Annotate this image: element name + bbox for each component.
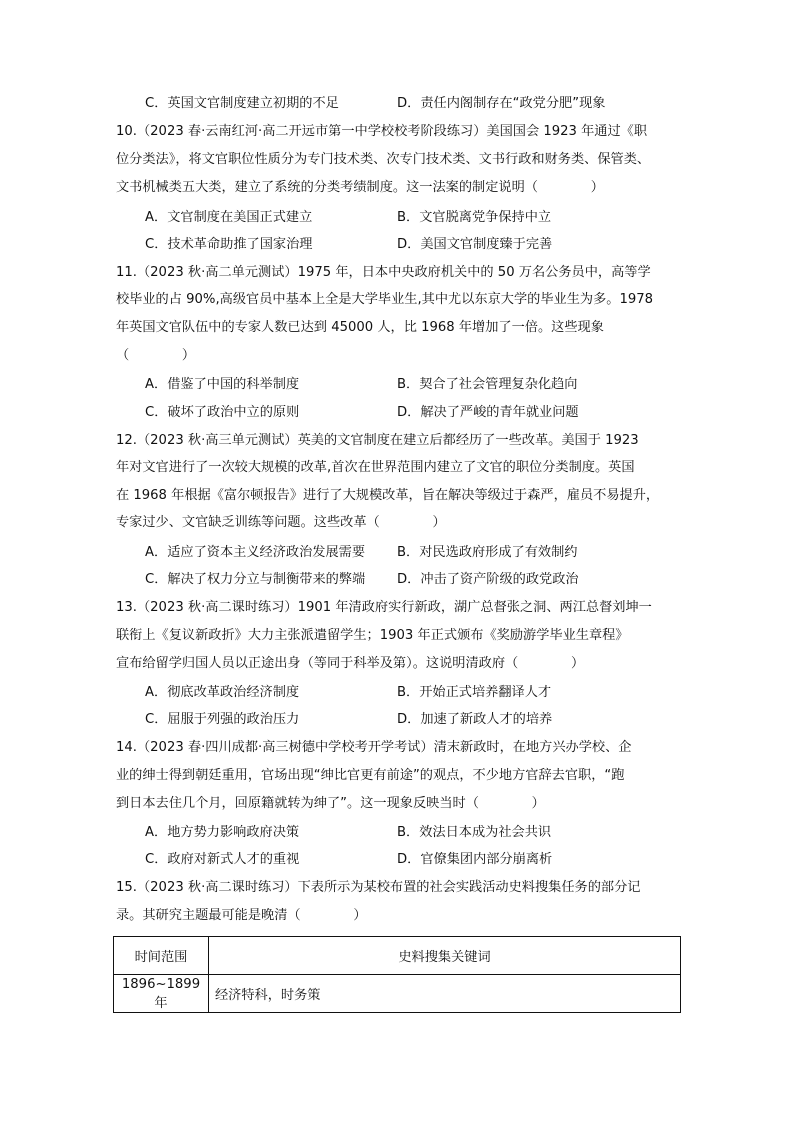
q13-stem-line3: 宣布给留学归国人员以正途出身（等同于科举及第）。这说明清政府（ ） [116,656,585,671]
q10-option-a: A．文官制度在美国正式建立 [145,210,313,225]
q14-stem-line1: 14.（2023 春·四川成都·高三树德中学校考开学考试）清末新政时，在地方兴办学校、企 [116,740,632,755]
q14-stem-line3: 到日本去住几个月，回原籍就转为绅了”。这一现象反映当时（ ） [116,796,545,811]
q15-stem-line1: 15.（2023 秋·高二课时练习）下表所示为某校布置的社会实践活动史料搜集任务的部分记 [116,880,641,895]
q12-option-a: A．适应了资本主义经济政治发展需要 [145,545,366,560]
q11-stem-line1: 11.（2023 秋·高二单元测试）1975 年，日本中央政府机关中的 50 万名公务员中，高等学 [116,265,651,280]
table-row [114,975,681,1013]
table-header-row [114,937,681,975]
q13-option-a: A．彻底改革政治经济制度 [145,685,300,700]
q10-stem-line1: 10.（2023 春·云南红河·高二开远市第一中学校校考阶段练习）美国国会 1923 年通过《职 [116,124,648,139]
q12-option-c: C．解决了权力分立与制衡带来的弊端 [145,572,366,587]
q10-stem-line3: 文书机械类五大类，建立了系统的分类考绩制度。这一法案的制定说明（ ） [116,180,604,195]
q13-stem-line2: 联衔上《复议新政折》大力主张派遣留学生；1903 年正式颁布《奖励游学毕业生章程》 [116,628,629,643]
q14-option-d: D．官僚集团内部分崩离析 [397,852,553,867]
q13-option-b: B．开始正式培养翻译人才 [397,685,552,700]
q10-option-d: D．美国文官制度臻于完善 [397,237,553,252]
q10-option-b: B．文官脱离党争保持中立 [397,210,552,225]
q13-option-c: C．屈服于列强的政治压力 [145,712,300,727]
q10-stem-line2: 位分类法》，将文官职位性质分为专门技术类、次专门技术类、文书行政和财务类、保管类、 [116,152,651,167]
q15-stem-line2: 录。其研究主题最可能是晚清（ ） [116,908,367,923]
q12-option-b: B．对民选政府形成了有效制约 [397,545,578,560]
q14-option-b: B．效法日本成为社会共识 [397,825,552,840]
table-cell: 1896~1899 年 [114,975,209,1013]
q12-option-d: D．冲击了资产阶级的政党政治 [397,572,579,587]
q9-option-c: C．英国文官制度建立初期的不足 [145,96,339,111]
table-header-cell: 史料搜集关键词 [209,937,681,975]
q12-stem-line3: 在 1968 年根据《富尔顿报告》进行了大规模改革，旨在解决等级过于森严，雇员不易提升， [116,488,660,503]
q11-stem-line2: 校毕业的占 90%,高级官员中基本上全是大学毕业生,其中尤以东京大学的毕业生为多。1978 [116,292,654,307]
table-header-cell: 时间范围 [114,937,209,975]
table-cell: 经济特科，时务策 [209,975,681,1013]
q12-stem-line2: 年对文官进行了一次较大规模的改革,首次在世界范围内建立了文官的职位分类制度。英国 [116,460,635,475]
q11-option-a: A．借鉴了中国的科举制度 [145,377,300,392]
q9-option-d: D．责任内阁制存在“政党分肥”现象 [397,96,606,111]
q11-stem-line3: 年英国文官队伍中的专家人数已达到 45000 人，比 1968 年增加了一倍。这些现象 [116,320,604,335]
q15-table [113,936,681,1013]
q11-stem-line4: （ ） [116,348,196,363]
q12-stem-line4: 专家过少、文官缺乏训练等问题。这些改革（ ） [116,515,446,530]
q11-option-d: D．解决了严峻的青年就业问题 [397,405,579,420]
q11-option-b: B．契合了社会管理复杂化趋向 [397,377,578,392]
q12-stem-line1: 12.（2023 秋·高三单元测试）英美的文官制度在建立后都经历了一些改革。美国于 1923 [116,433,639,448]
q11-option-c: C．破坏了政治中立的原则 [145,405,300,420]
q13-stem-line1: 13.（2023 秋·高二课时练习）1901 年清政府实行新政，湖广总督张之洞、两江总督刘坤一 [116,600,652,615]
q14-stem-line2: 业的绅士得到朝廷重用，官场出现“绅比官更有前途”的观点，不少地方官辞去官职，“跑 [116,768,625,783]
q10-option-c: C．技术革命助推了国家治理 [145,237,313,252]
q13-option-d: D．加速了新政人才的培养 [397,712,553,727]
q14-option-c: C．政府对新式人才的重视 [145,852,300,867]
q14-option-a: A．地方势力影响政府决策 [145,825,300,840]
